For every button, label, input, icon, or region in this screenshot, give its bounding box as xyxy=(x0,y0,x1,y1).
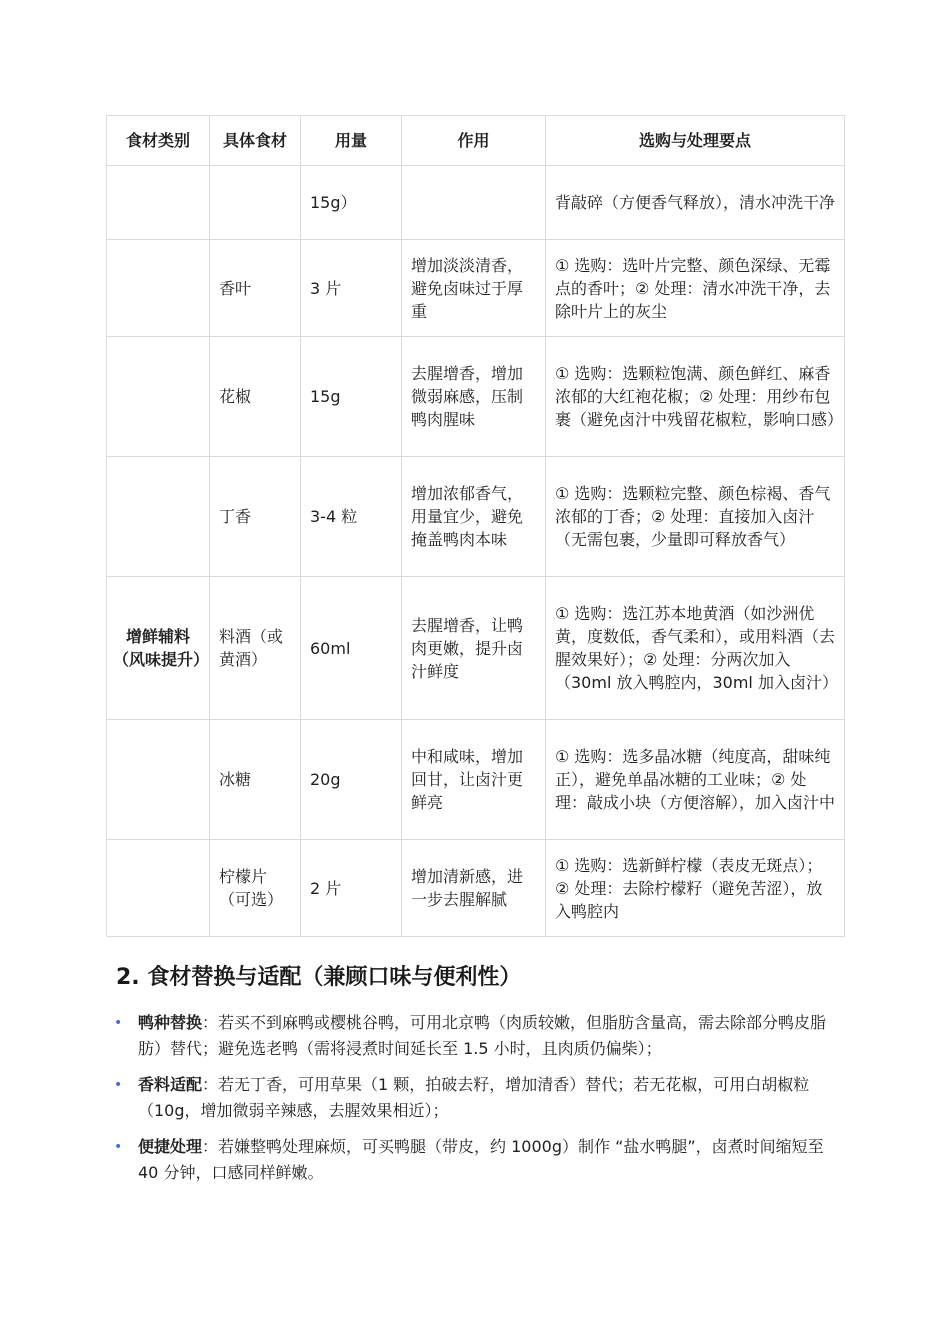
cell-amount: 60ml xyxy=(301,577,402,720)
section-title: 2. 食材替换与适配（兼顾口味与便利性） xyxy=(116,965,522,990)
cell-effect: 去腥增香，增加微弱麻感，压制鸭肉腥味 xyxy=(402,337,546,457)
cell-effect: 中和咸味，增加回甘，让卤汁更鲜亮 xyxy=(402,720,546,840)
cell-category xyxy=(107,457,210,577)
table-row xyxy=(107,720,845,840)
cell-amount: 15g xyxy=(301,337,402,457)
cell-ingredient: 料酒（或黄酒） xyxy=(210,577,301,720)
cell-tips: ① 选购：选叶片完整、颜色深绿、无霉点的香叶；② 处理：清水冲洗干净，去除叶片上的灰尘 xyxy=(546,240,845,337)
cell-effect: 增加清新感，进一步去腥解腻 xyxy=(402,840,546,937)
cell-category xyxy=(107,840,210,937)
bullet-dot-icon: • xyxy=(114,1077,123,1093)
cell-ingredient: 香叶 xyxy=(210,240,301,337)
list-item xyxy=(114,1072,836,1124)
cell-tips: ① 选购：选多晶冰糖（纯度高，甜味纯正），避免单晶冰糖的工业味；② 处理：敲成小块（方便溶解），加入卤汁中 xyxy=(546,720,845,840)
table-row xyxy=(107,577,845,720)
cell-ingredient: 花椒 xyxy=(210,337,301,457)
header-tips: 选购与处理要点 xyxy=(546,116,845,166)
header-category: 食材类别 xyxy=(107,116,210,166)
item-label: 便捷处理 xyxy=(138,1137,203,1156)
cell-tips: ① 选购：选颗粒饱满、颜色鲜红、麻香浓郁的大红袍花椒；② 处理：用纱布包裹（避免卤汁中残留花椒粒，影响口感） xyxy=(546,337,845,457)
table-row xyxy=(107,457,845,577)
table-header-row xyxy=(107,116,845,166)
cell-ingredient: 丁香 xyxy=(210,457,301,577)
table-row xyxy=(107,840,845,937)
table-row xyxy=(107,240,845,337)
cell-category: 增鲜辅料（风味提升） xyxy=(107,577,210,720)
cell-effect: 增加浓郁香气，用量宜少，避免掩盖鸭肉本味 xyxy=(402,457,546,577)
cell-tips: ① 选购：选新鲜柠檬（表皮无斑点）；② 处理：去除柠檬籽（避免苦涩），放入鸭腔内 xyxy=(546,840,845,937)
cell-category xyxy=(107,166,210,240)
cell-amount: 20g xyxy=(301,720,402,840)
cell-category xyxy=(107,337,210,457)
item-text: ：若无丁香，可用草果（1 颗，拍破去籽，增加清香）替代；若无花椒，可用白胡椒粒（10g，增加微弱辛辣感，去腥效果相近）； xyxy=(138,1075,810,1120)
list-item xyxy=(114,1134,836,1186)
cell-ingredient xyxy=(210,166,301,240)
cell-amount: 15g） xyxy=(301,166,402,240)
cell-effect xyxy=(402,166,546,240)
cell-amount: 3-4 粒 xyxy=(301,457,402,577)
item-label: 香料适配 xyxy=(138,1075,203,1094)
item-text: ：若买不到麻鸭或樱桃谷鸭，可用北京鸭（肉质较嫩，但脂肪含量高，需去除部分鸭皮脂肪）替代；避免选老鸭（需将浸煮时间延长至 1.5 小时，且肉质仍偏柴）； xyxy=(138,1013,827,1058)
cell-tips: 背敲碎（方便香气释放），清水冲洗干净 xyxy=(546,166,845,240)
item-text: ：若嫌整鸭处理麻烦，可买鸭腿（带皮，约 1000g）制作 “盐水鸭腿”，卤煮时间缩短至 40 分钟，口感同样鲜嫩。 xyxy=(138,1137,824,1182)
table-row xyxy=(107,166,845,240)
cell-amount: 2 片 xyxy=(301,840,402,937)
cell-category xyxy=(107,720,210,840)
header-effect: 作用 xyxy=(402,116,546,166)
cell-tips: ① 选购：选江苏本地黄酒（如沙洲优黄，度数低，香气柔和），或用料酒（去腥效果好）；② 处理：分两次加入（30ml 放入鸭腔内，30ml 加入卤汁） xyxy=(546,577,845,720)
list-item xyxy=(114,1010,836,1062)
cell-tips: ① 选购：选颗粒完整、颜色棕褐、香气浓郁的丁香；② 处理：直接加入卤汁（无需包裹，少量即可释放香气） xyxy=(546,457,845,577)
cell-ingredient: 冰糖 xyxy=(210,720,301,840)
header-amount: 用量 xyxy=(301,116,402,166)
cell-effect: 增加淡淡清香，避免卤味过于厚重 xyxy=(402,240,546,337)
substitution-list xyxy=(114,1010,836,1196)
bullet-dot-icon: • xyxy=(114,1015,123,1031)
ingredient-table xyxy=(106,115,845,937)
cell-amount: 3 片 xyxy=(301,240,402,337)
bullet-dot-icon: • xyxy=(114,1139,123,1155)
table-row xyxy=(107,337,845,457)
cell-effect: 去腥增香，让鸭肉更嫩，提升卤汁鲜度 xyxy=(402,577,546,720)
header-ingredient: 具体食材 xyxy=(210,116,301,166)
cell-ingredient: 柠檬片（可选） xyxy=(210,840,301,937)
item-label: 鸭种替换 xyxy=(138,1013,203,1032)
cell-category xyxy=(107,240,210,337)
